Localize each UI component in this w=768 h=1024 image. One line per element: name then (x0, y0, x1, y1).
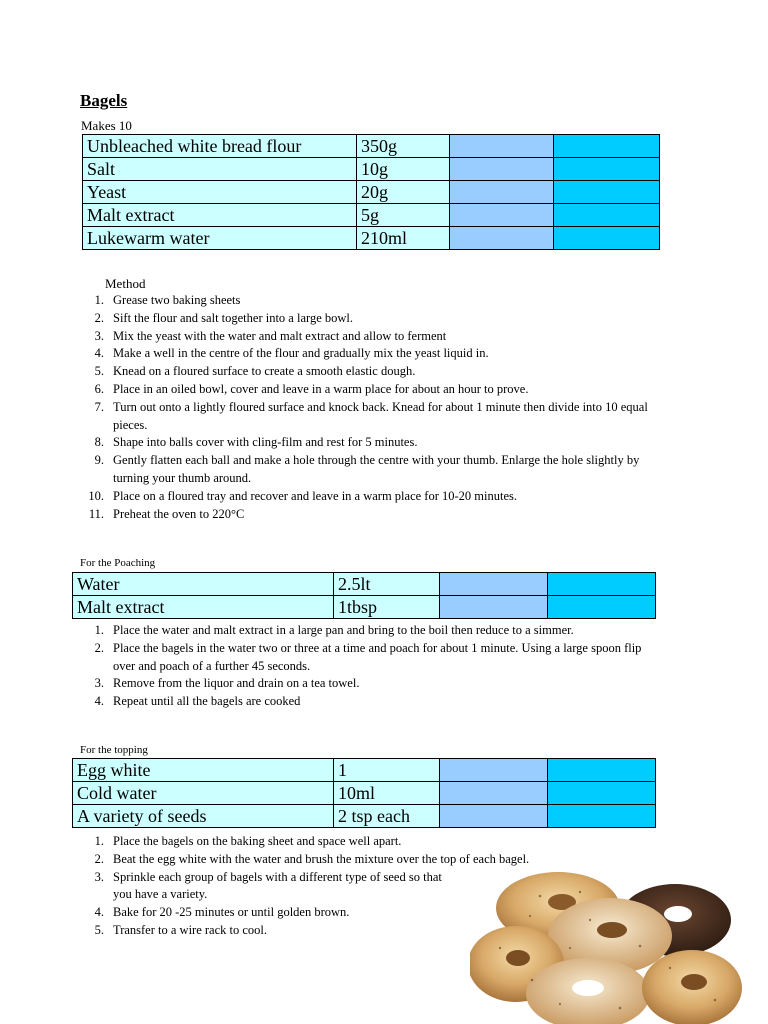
table-row (73, 596, 656, 619)
step-number: 1. (94, 293, 104, 307)
ingredient-name: Yeast (83, 181, 357, 204)
topping-table (72, 758, 656, 828)
step-number: 9. (94, 453, 104, 468)
step-text: Sift the flour and salt together into a large bowl. (113, 310, 353, 325)
topping-label: For the topping (80, 744, 148, 756)
list-item (66, 851, 666, 869)
list-item (66, 833, 666, 851)
list-item (66, 328, 666, 346)
step-number: 11. (88, 506, 104, 521)
ingredient-amount: 2 tsp each (334, 805, 440, 828)
list-item (66, 310, 666, 328)
list-item (66, 693, 666, 711)
step-text: Place in an oiled bowl, cover and leave in a warm place for about an hour to prove. (113, 381, 529, 396)
step-text: Grease two baking sheets (113, 293, 241, 307)
list-item (66, 622, 666, 640)
list-item (66, 363, 666, 381)
blank-cell (450, 227, 554, 250)
blank-cell (440, 782, 548, 805)
poaching-table (72, 572, 656, 619)
step-number: 8. (94, 435, 104, 450)
table-row (83, 204, 660, 227)
list-item (66, 399, 666, 435)
blank-cell (554, 158, 660, 181)
blank-cell (548, 805, 656, 828)
step-number: 2. (94, 851, 104, 866)
table-row (83, 227, 660, 250)
step-number: 3. (94, 869, 104, 884)
ingredient-amount: 1tbsp (334, 596, 440, 619)
list-item (66, 488, 666, 506)
blank-cell (554, 181, 660, 204)
step-text: Place on a floured tray and recover and leave in a warm place for 10-20 minutes. (113, 488, 517, 503)
ingredient-amount: 10ml (334, 782, 440, 805)
step-number: 6. (94, 381, 104, 396)
ingredient-name: Malt extract (83, 204, 357, 227)
step-text: Place the bagels on the baking sheet and space well apart. (113, 834, 402, 848)
ingredient-amount: 5g (357, 204, 450, 227)
poaching-label: For the Poaching (80, 557, 156, 569)
list-item (66, 452, 666, 488)
blank-cell (548, 573, 656, 596)
blank-cell (450, 158, 554, 181)
step-text: Knead on a floured surface to create a smooth elastic dough. (113, 364, 416, 379)
ingredient-amount: 2.5lt (334, 573, 440, 596)
ingredient-amount: 20g (357, 181, 450, 204)
step-text: Preheat the oven to 220°C (113, 506, 245, 521)
ingredients-table (82, 134, 660, 250)
list-item (66, 292, 666, 310)
ingredient-name: Lukewarm water (83, 227, 357, 250)
ingredient-name: Malt extract (73, 596, 334, 619)
ingredient-name: Cold water (73, 782, 334, 805)
step-number: 2. (94, 310, 104, 325)
recipe-title: Bagels (80, 91, 128, 110)
step-number: 1. (94, 623, 104, 637)
blank-cell (440, 805, 548, 828)
list-item (66, 675, 666, 693)
ingredient-name: Water (73, 573, 334, 596)
step-number: 7. (94, 399, 104, 414)
table-row (73, 805, 656, 828)
bagels-photo (470, 868, 742, 1024)
list-item (66, 345, 666, 363)
table-row (73, 573, 656, 596)
blank-cell (548, 596, 656, 619)
step-number: 3. (94, 328, 104, 343)
blank-cell (440, 573, 548, 596)
makes-count: Makes 10 (81, 118, 132, 133)
step-text: Bake for 20 -25 minutes or until golden brown. (113, 905, 350, 920)
step-text: Place the water and malt extract in a large pan and bring to the boil then reduce to a simmer. (113, 623, 574, 637)
step-text: Make a well in the centre of the flour and gradually mix the yeast liquid in. (113, 346, 489, 361)
step-text: Mix the yeast with the water and malt extract and allow to ferment (113, 328, 447, 343)
list-item (66, 869, 443, 905)
ingredient-amount: 1 (334, 759, 440, 782)
blank-cell (450, 181, 554, 204)
step-number: 1. (94, 834, 104, 848)
list-item (66, 434, 666, 452)
bagel (642, 950, 742, 1024)
step-number: 5. (94, 922, 104, 937)
table-row (83, 135, 660, 158)
method-list (66, 292, 666, 523)
step-text: Remove from the liquor and drain on a tea towel. (113, 676, 360, 691)
step-number: 5. (94, 364, 104, 379)
ingredient-name: Egg white (73, 759, 334, 782)
table-row (83, 158, 660, 181)
list-item (66, 640, 666, 676)
blank-cell (554, 135, 660, 158)
blank-cell (554, 227, 660, 250)
ingredient-amount: 350g (357, 135, 450, 158)
blank-cell (440, 596, 548, 619)
ingredient-name: Unbleached white bread flour (83, 135, 357, 158)
blank-cell (548, 759, 656, 782)
blank-cell (450, 204, 554, 227)
step-text: Gently flatten each ball and make a hole through the centre with your thumb. Enlarge the hole slightly by turning your thumb around. (113, 453, 640, 485)
ingredient-amount: 10g (357, 158, 450, 181)
ingredient-name: Salt (83, 158, 357, 181)
method-heading: Method (105, 276, 146, 291)
step-text: Place the bagels in the water two or three at a time and poach for about 1 minute. Using a large spoon flip over and poach of a further 45 seconds. (113, 640, 642, 673)
step-text: Beat the egg white with the water and brush the mixture over the top of each bagel. (113, 851, 530, 866)
blank-cell (548, 782, 656, 805)
step-number: 2. (94, 640, 104, 655)
table-row (73, 759, 656, 782)
step-number: 4. (94, 346, 104, 361)
step-number: 10. (88, 488, 104, 503)
step-text: Transfer to a wire rack to cool. (113, 922, 268, 937)
ingredient-name: A variety of seeds (73, 805, 334, 828)
step-number: 4. (94, 694, 104, 709)
ingredient-amount: 210ml (357, 227, 450, 250)
blank-cell (440, 759, 548, 782)
list-item (66, 381, 666, 399)
step-number: 4. (94, 905, 104, 920)
step-number: 3. (94, 676, 104, 691)
step-text: Repeat until all the bagels are cooked (113, 694, 301, 709)
table-row (73, 782, 656, 805)
step-text: Turn out onto a lightly floured surface and knock back. Knead for about 1 minute then divide into 10 equal pieces. (113, 399, 648, 432)
table-row (83, 181, 660, 204)
step-text: Shape into balls cover with cling-film and rest for 5 minutes. (113, 435, 418, 450)
list-item (66, 506, 666, 524)
blank-cell (554, 204, 660, 227)
step-text: Sprinkle each group of bagels with a different type of seed so that you have a variety. (113, 869, 442, 902)
blank-cell (450, 135, 554, 158)
poaching-steps (66, 622, 666, 711)
